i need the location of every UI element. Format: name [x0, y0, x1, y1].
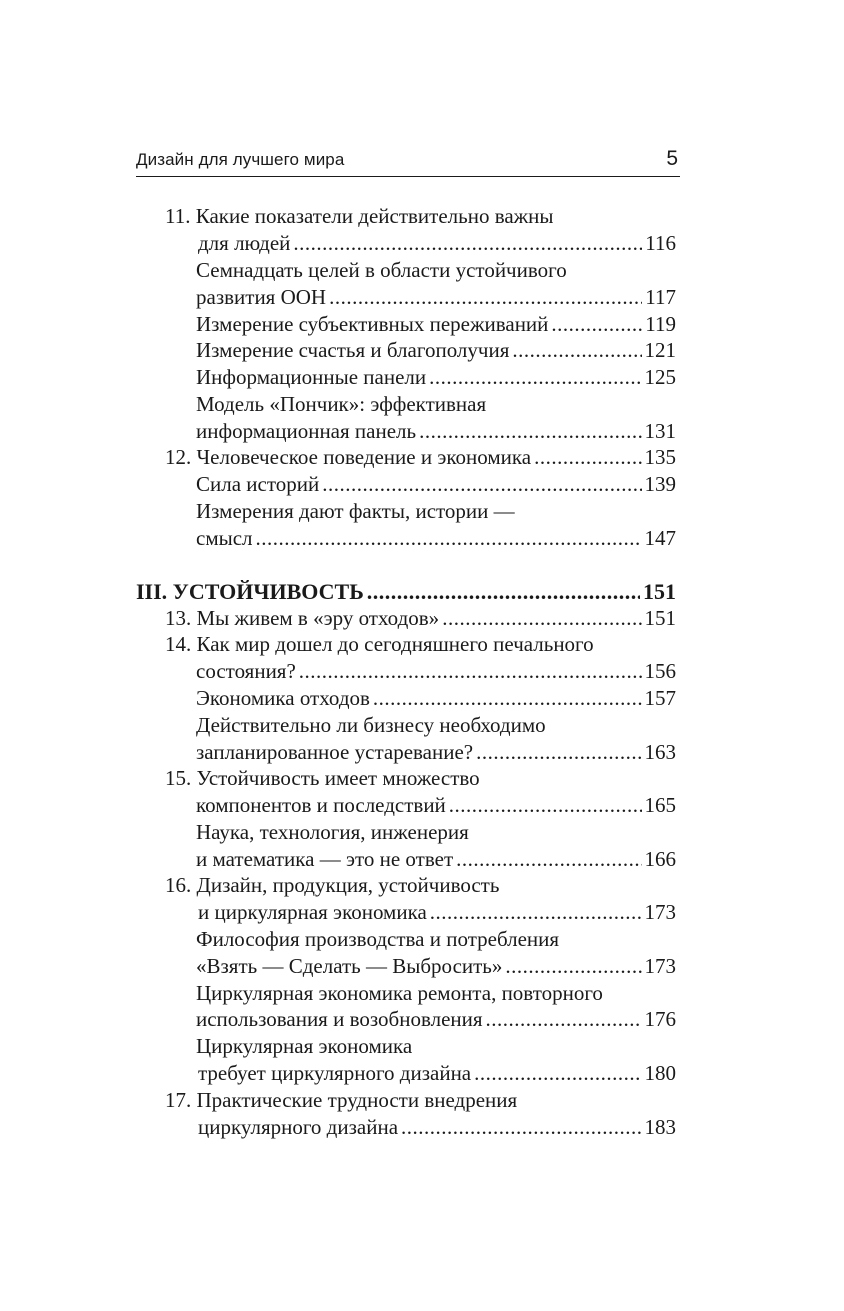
toc-entry	[196, 658, 676, 685]
toc-entry-title: для людей	[198, 231, 291, 255]
dot-leader	[367, 578, 640, 605]
dot-leader	[512, 337, 641, 364]
toc-page-number: 125	[644, 365, 676, 389]
toc-entry-title: Измерение субъективных переживаний	[196, 312, 549, 336]
toc-entry-title: Модель «Пончик»: эффективная	[196, 392, 487, 416]
toc-entry-title: Действительно ли бизнесу необходимо	[196, 713, 546, 737]
toc-entry	[196, 284, 676, 311]
dot-leader	[429, 364, 641, 391]
toc-entry-title: Наука, технология, инженерия	[196, 820, 469, 844]
toc-entry-title: Семнадцать целей в области устойчивого	[196, 258, 567, 282]
toc-part-title: III. УСТОЙЧИВОСТЬ	[136, 579, 364, 604]
toc-entry	[196, 819, 469, 846]
toc-page-number: 166	[644, 847, 676, 871]
toc-entry	[196, 953, 676, 980]
toc-page-number: 165	[644, 793, 676, 817]
toc-entry-title: Сила историй	[196, 472, 320, 496]
dot-leader	[419, 418, 641, 445]
toc-entry-title: и математика — это не ответ	[196, 847, 454, 871]
toc-entry	[198, 899, 676, 926]
dot-leader	[456, 846, 641, 873]
toc-page-number: 135	[644, 445, 676, 469]
dot-leader	[293, 230, 642, 257]
toc-entry	[196, 980, 603, 1007]
toc-entry-title: запланированное устаревание?	[196, 740, 474, 764]
dot-leader	[505, 953, 641, 980]
toc-entry	[198, 1114, 676, 1141]
toc-entry	[196, 1006, 676, 1033]
toc-entry	[196, 337, 676, 364]
toc-page-number: 180	[644, 1061, 676, 1085]
toc-entry	[196, 471, 676, 498]
toc-page-number: 151	[644, 606, 676, 630]
toc-page-number: 117	[645, 285, 676, 309]
toc-entry	[196, 685, 676, 712]
toc-entry-title: «Взять — Сделать — Выбросить»	[196, 954, 503, 978]
toc-page-number: 131	[644, 419, 676, 443]
toc-entry	[196, 418, 676, 445]
toc-entry-title: требует циркулярного дизайна	[198, 1061, 472, 1085]
toc-entry	[198, 1060, 676, 1087]
toc-entry	[196, 364, 676, 391]
toc-entry-title: 16. Дизайн, продукция, устойчивость	[165, 873, 500, 897]
toc-entry-title: 11. Какие показатели действительно важны	[165, 204, 554, 228]
toc-entry-title: смысл	[196, 526, 253, 550]
toc-entry	[165, 203, 554, 230]
toc-entry	[165, 872, 499, 899]
toc-page-number: 176	[644, 1007, 676, 1031]
running-title: Дизайн для лучшего мира	[136, 150, 345, 169]
toc-entry-title: 14. Как мир дошел до сегодняшнего печального	[165, 632, 594, 656]
toc-page-number: 157	[644, 686, 676, 710]
toc-page-number: 121	[644, 338, 676, 362]
toc-entry	[165, 605, 676, 632]
dot-leader	[299, 658, 642, 685]
toc-entry-title: Информационные панели	[196, 365, 427, 389]
dot-leader	[534, 444, 641, 471]
toc-entry-title: Философия производства и потребления	[196, 927, 560, 951]
toc-entry-title: 17. Практические трудности внедрения	[165, 1088, 518, 1112]
toc-entry-title: 15. Устойчивость имеет множество	[165, 766, 480, 790]
toc-entry	[196, 1033, 412, 1060]
toc-entry	[165, 631, 594, 658]
toc-page-number: 119	[645, 312, 676, 336]
toc-entry-title: 12. Человеческое поведение и экономика	[165, 445, 532, 469]
toc-entry	[196, 257, 567, 284]
page-number: 5	[666, 147, 678, 170]
toc-page-number: 151	[643, 579, 676, 604]
dot-leader	[373, 685, 642, 712]
toc-entry-title: Экономика отходов	[196, 686, 370, 710]
toc-entry	[196, 712, 546, 739]
running-header	[136, 142, 680, 177]
dot-leader	[486, 1006, 642, 1033]
toc-entry-title: циркулярного дизайна	[198, 1115, 399, 1139]
toc-entry-title: Циркулярная экономика	[196, 1034, 413, 1058]
dot-leader	[256, 525, 642, 552]
toc-page-number: 173	[644, 900, 676, 924]
toc-entry-title: Измерения дают факты, истории —	[196, 499, 515, 523]
toc-entry-title: развития ООН	[196, 285, 327, 309]
toc-entry-title: состояния?	[196, 659, 296, 683]
dot-leader	[401, 1114, 641, 1141]
toc-entry-title: Измерение счастья и благополучия	[196, 338, 510, 362]
toc-entry	[196, 311, 676, 338]
dot-leader	[322, 471, 641, 498]
dot-leader	[474, 1060, 641, 1087]
toc-entry	[165, 444, 676, 471]
toc-entry-title: компонентов и последствий	[196, 793, 446, 817]
dot-leader	[329, 284, 642, 311]
dot-leader	[551, 311, 642, 338]
toc-page-number: 147	[644, 526, 676, 550]
toc-page-number: 116	[645, 231, 676, 255]
dot-leader	[442, 605, 641, 632]
toc-page-number: 156	[644, 659, 676, 683]
dot-leader	[430, 899, 642, 926]
toc-entry	[198, 230, 676, 257]
toc-entry	[165, 1087, 517, 1114]
dot-leader	[449, 792, 642, 819]
toc-entry-title: и циркулярная экономика	[198, 900, 427, 924]
toc-entry	[196, 391, 486, 418]
toc-entry-title: использования и возобновления	[196, 1007, 483, 1031]
toc-entry-title: Циркулярная экономика ремонта, повторного	[196, 981, 603, 1005]
toc-entry	[196, 739, 676, 766]
toc-entry-title: информационная панель	[196, 419, 417, 443]
toc-page-number: 163	[644, 740, 676, 764]
toc-entry-title: 13. Мы живем в «эру отходов»	[165, 606, 440, 630]
toc-entry	[165, 765, 480, 792]
toc-entry	[196, 498, 515, 525]
toc-entry	[196, 926, 559, 953]
toc-page-number: 139	[644, 472, 676, 496]
dot-leader	[476, 739, 641, 766]
toc-entry	[196, 525, 676, 552]
toc-part-heading	[136, 578, 676, 605]
toc-page-number: 173	[644, 954, 676, 978]
toc-entry	[196, 846, 676, 873]
toc-entry	[196, 792, 676, 819]
toc-page-number: 183	[644, 1115, 676, 1139]
